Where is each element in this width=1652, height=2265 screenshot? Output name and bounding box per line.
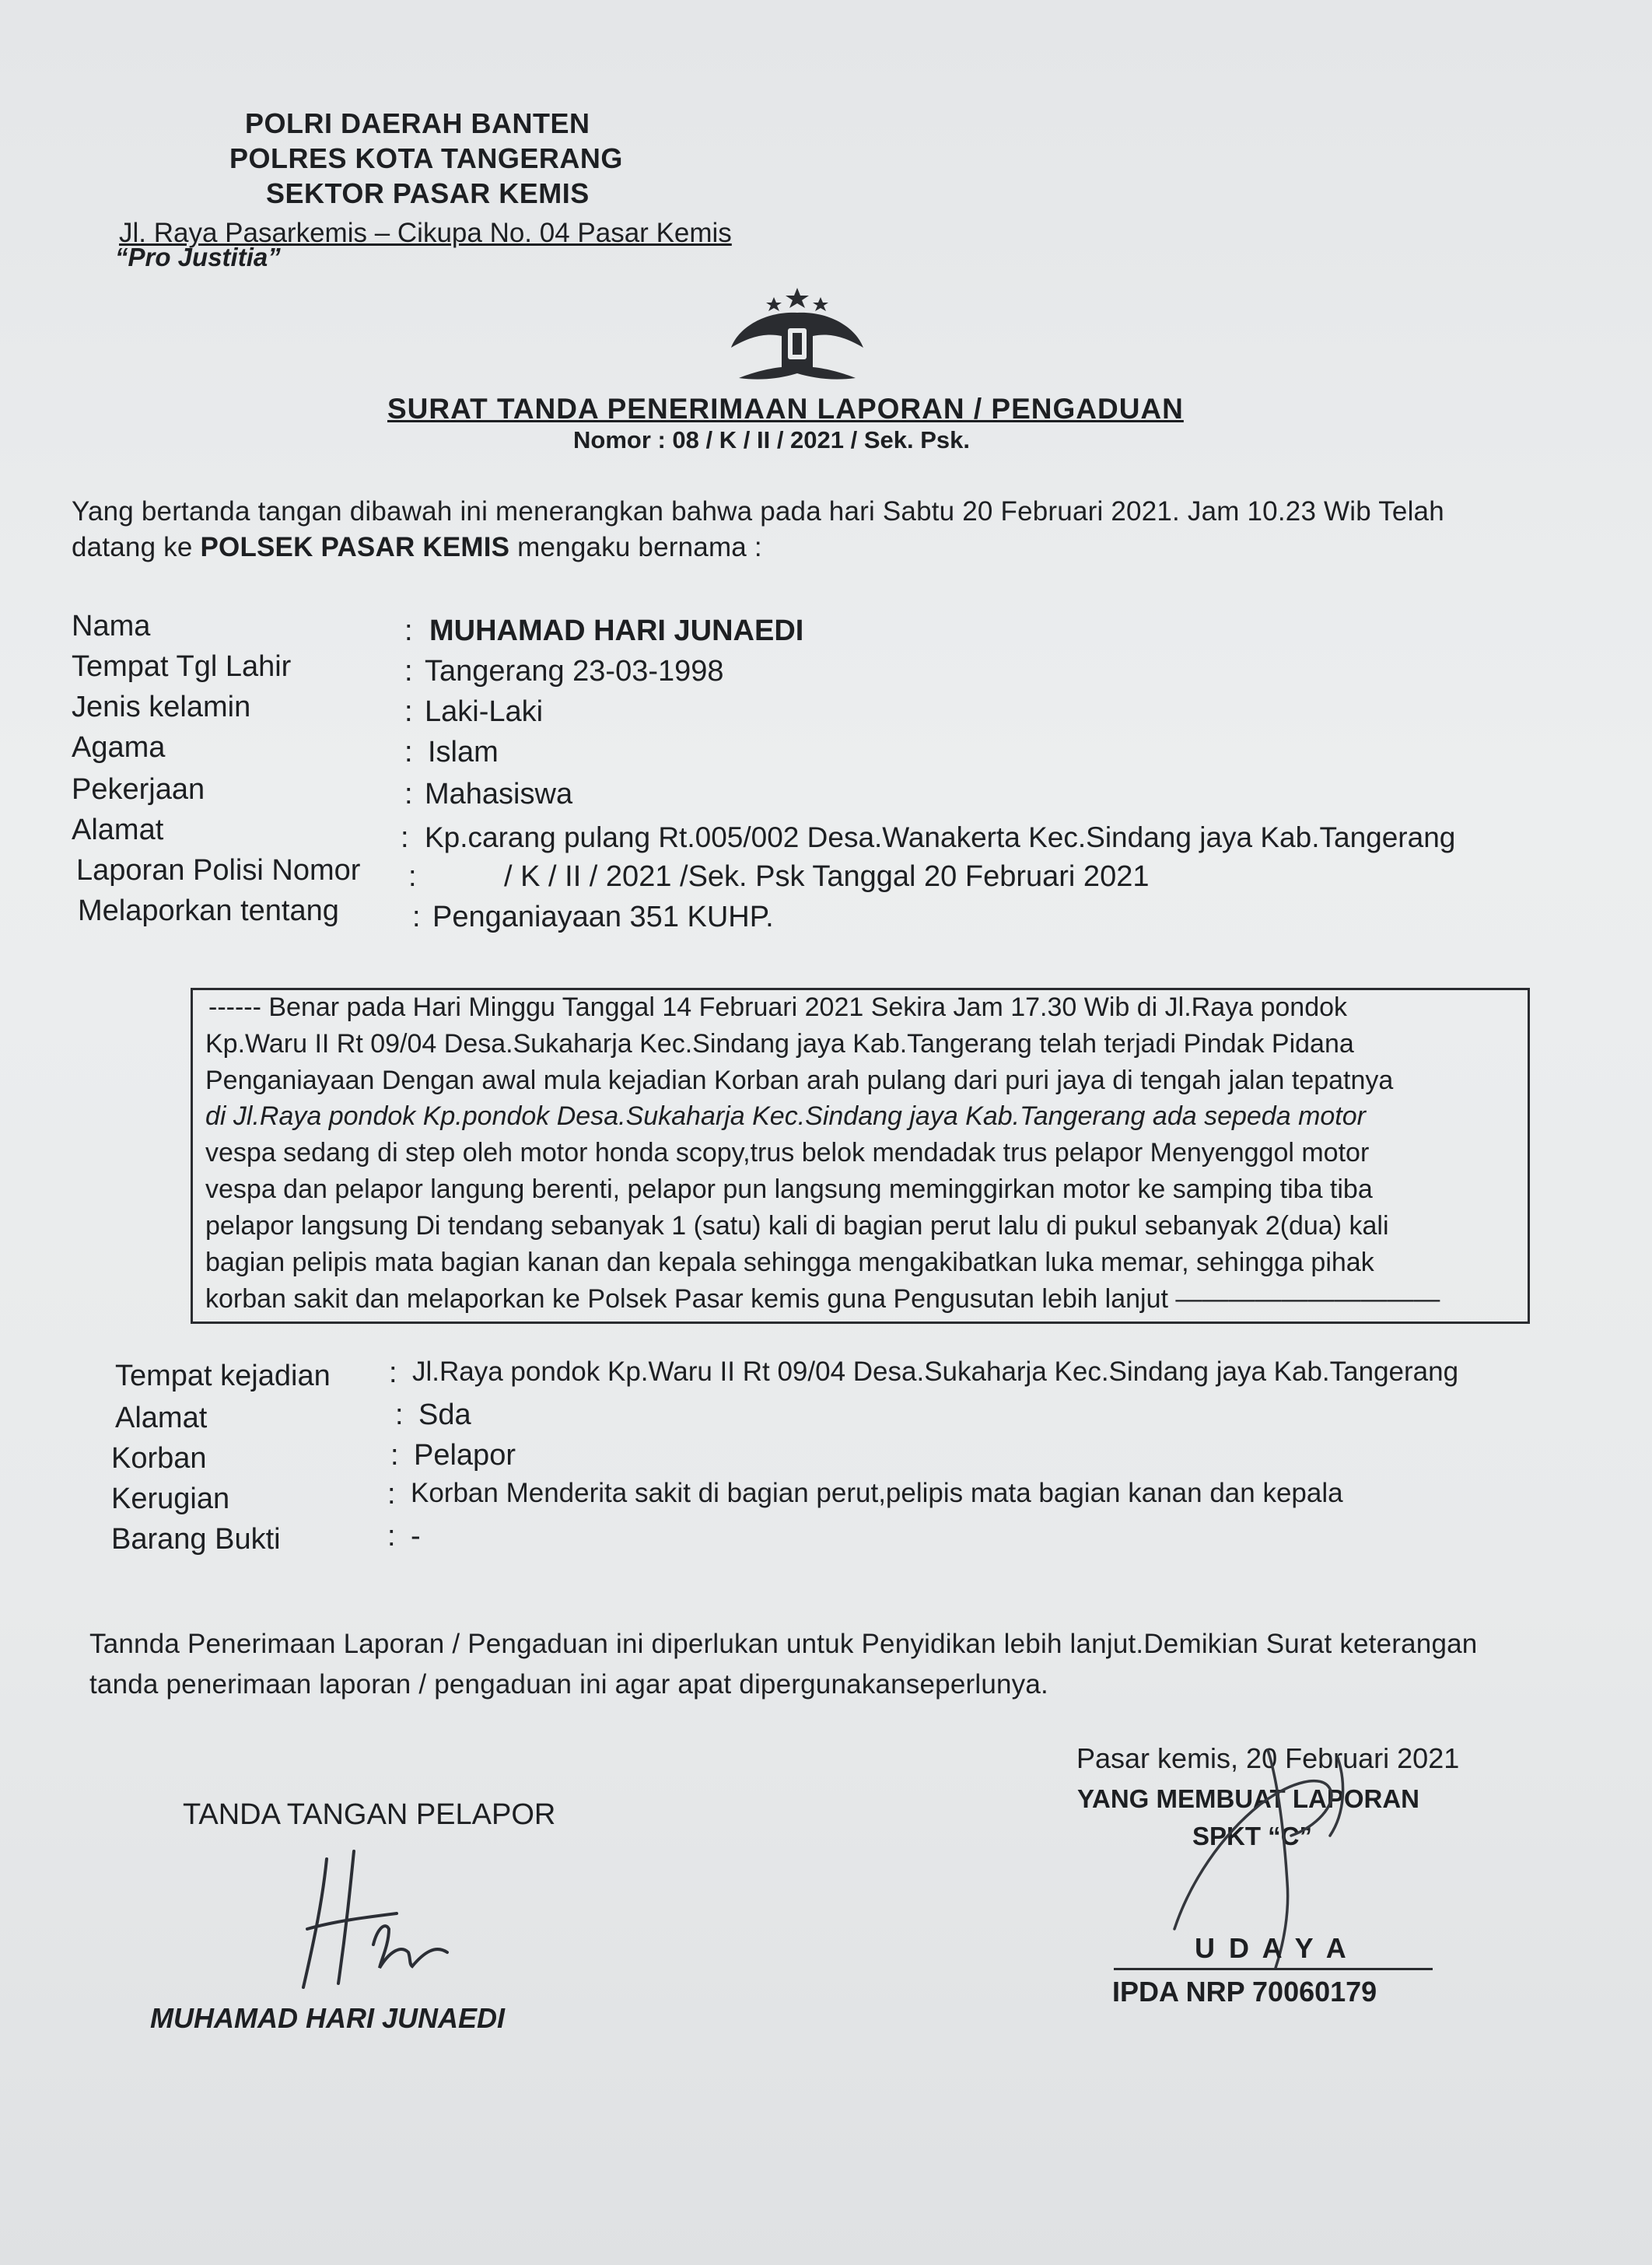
identity-value: Kp.carang pulang Rt.005/002 Desa.Wanakerta Kec.Sindang jaya Kab.Tangerang: [425, 821, 1456, 853]
narrative-box: [191, 988, 1530, 1324]
identity-value: Mahasiswa: [425, 778, 573, 810]
incident-value: Pelapor: [414, 1439, 516, 1472]
incident-label: Barang Bukti: [111, 1523, 281, 1556]
identity-colon: :: [404, 736, 413, 768]
officer-unit: SPKT “C”: [1192, 1822, 1313, 1850]
officer-rank-nrp: IPDA NRP 70060179: [1112, 1976, 1377, 2008]
incident-value: Korban Menderita sakit di bagian perut,pelipis mata bagian kanan dan kepala: [411, 1478, 1343, 1508]
identity-label: Agama: [72, 731, 166, 764]
police-emblem-icon: [719, 282, 875, 383]
identity-colon: :: [404, 778, 413, 810]
narrative-line: Kp.Waru II Rt 09/04 Desa.Sukaharja Kec.Sindang jaya Kab.Tangerang telah terjadi Pindak Pidana: [205, 1029, 1354, 1059]
officer-name: U D A Y A: [1195, 1932, 1349, 1964]
narrative-line: vespa sedang di step oleh motor honda scopy,trus belok mendadak trus pelapor Menyenggol motor: [205, 1138, 1370, 1168]
incident-colon: :: [387, 1520, 396, 1553]
identity-label: Laporan Polisi Nomor: [76, 854, 361, 887]
identity-label: Pekerjaan: [72, 773, 205, 806]
header-line-2: POLRES KOTA TANGERANG: [229, 142, 623, 174]
identity-colon: :: [412, 901, 421, 933]
narrative-line: bagian pelipis mata bagian kanan dan kepala sehingga mengakibatkan luka memar, sehingga pihak: [205, 1248, 1374, 1277]
identity-colon: :: [401, 821, 409, 854]
identity-label: Alamat: [72, 814, 164, 846]
incident-colon: :: [387, 1478, 396, 1511]
intro-line-2: datang ke POLSEK PASAR KEMIS mengaku bernama :: [72, 532, 762, 562]
reporter-signature-icon: [280, 1836, 467, 1999]
document-number: Nomor : 08 / K / II / 2021 / Sek. Psk.: [573, 426, 971, 453]
identity-value: Laki-Laki: [425, 695, 544, 728]
header-line-1: POLRI DAERAH BANTEN: [245, 107, 590, 139]
incident-value: -: [411, 1520, 421, 1553]
identity-value: Tangerang 23-03-1998: [425, 655, 724, 688]
incident-label: Tempat kejadian: [115, 1360, 331, 1392]
identity-label: Melaporkan tentang: [78, 894, 339, 927]
identity-label: Jenis kelamin: [72, 691, 251, 723]
place-date: Pasar kemis, 20 Februari 2021: [1076, 1742, 1460, 1774]
signature-underline: [1114, 1968, 1433, 1970]
identity-value: Islam: [428, 736, 499, 768]
incident-value: Jl.Raya pondok Kp.Waru II Rt 09/04 Desa.Sukaharja Kec.Sindang jaya Kab.Tangerang: [412, 1357, 1459, 1387]
intro-line-1: Yang bertanda tangan dibawah ini menerangkan bahwa pada hari Sabtu 20 Februari 2021. Jam 10.23 Wib Telah: [72, 496, 1444, 527]
identity-colon: :: [408, 860, 417, 893]
incident-colon: :: [390, 1439, 399, 1472]
header-motto: “Pro Justitia”: [115, 243, 281, 271]
reporter-name: MUHAMAD HARI JUNAEDI: [150, 2002, 505, 2034]
identity-label: Tempat Tgl Lahir: [72, 650, 292, 683]
incident-value: Sda: [418, 1399, 471, 1431]
closing-line-2: tanda penerimaan laporan / pengaduan ini agar apat dipergunakanseperlunya.: [89, 1669, 1048, 1700]
incident-label: Alamat: [115, 1402, 208, 1434]
narrative-line: korban sakit dan melaporkan ke Polsek Pasar kemis guna Pengusutan lebih lanjut ——————————: [205, 1284, 1440, 1314]
identity-value: Penganiayaan 351 KUHP.: [432, 901, 774, 933]
narrative-line: vespa dan pelapor langung berenti, pelapor pun langsung meminggirkan motor ke samping tiba tiba: [205, 1175, 1373, 1204]
identity-label: Nama: [72, 610, 151, 642]
identity-colon: :: [404, 614, 413, 647]
header-line-3: SEKTOR PASAR KEMIS: [266, 177, 590, 209]
officer-role: YANG MEMBUAT LAPORAN: [1077, 1784, 1420, 1813]
identity-colon: :: [404, 655, 413, 688]
incident-colon: :: [395, 1399, 404, 1431]
identity-value: MUHAMAD HARI JUNAEDI: [429, 614, 804, 647]
incident-colon: :: [389, 1357, 397, 1389]
narrative-line: Penganiayaan Dengan awal mula kejadian Korban arah pulang dari puri jaya di tengah jalan tepatnya: [205, 1066, 1394, 1095]
narrative-line: ------ Benar pada Hari Minggu Tanggal 14 Februari 2021 Sekira Jam 17.30 Wib di Jl.Raya pondok: [208, 992, 1348, 1022]
header-address: Jl. Raya Pasarkemis – Cikupa No. 04 Pasar Kemis: [119, 218, 732, 248]
incident-label: Kerugian: [111, 1483, 230, 1515]
identity-value: / K / II / 2021 /Sek. Psk Tanggal 20 Februari 2021: [504, 860, 1150, 893]
document-title: SURAT TANDA PENERIMAAN LAPORAN / PENGADUAN: [387, 393, 1184, 425]
narrative-line: pelapor langsung Di tendang sebanyak 1 (satu) kali di bagian perut lalu di pukul sebanyak 2(dua) kali: [205, 1211, 1389, 1241]
reporter-signature-caption: TANDA TANGAN PELAPOR: [183, 1798, 556, 1831]
closing-line-1: Tannda Penerimaan Laporan / Pengaduan ini diperlukan untuk Penyidikan lebih lanjut.Demikian Surat keterangan: [89, 1629, 1478, 1659]
narrative-line: di Jl.Raya pondok Kp.pondok Desa.Sukaharja Kec.Sindang jaya Kab.Tangerang ada sepeda motor: [205, 1101, 1366, 1131]
incident-label: Korban: [111, 1442, 207, 1475]
identity-colon: :: [404, 695, 413, 728]
